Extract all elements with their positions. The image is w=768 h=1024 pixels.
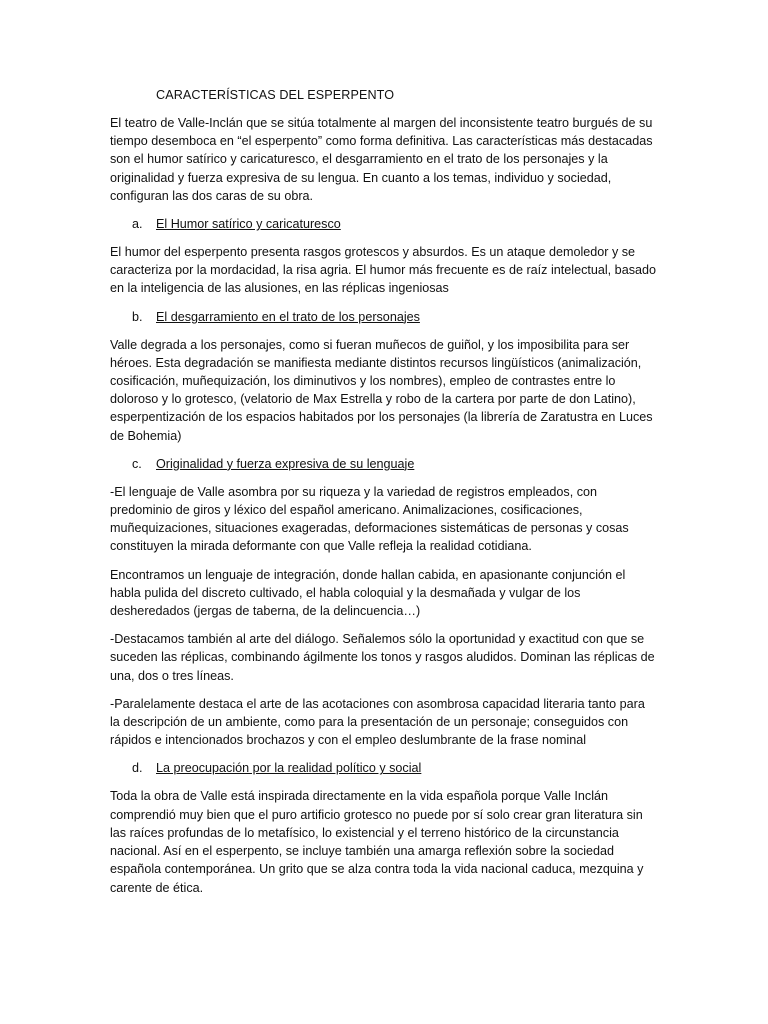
section-a-title: El Humor satírico y caricaturesco bbox=[156, 217, 341, 232]
section-c-paragraph-1: -El lenguaje de Valle asombra por su riqueza y la variedad de registros empleados, con predominio de giros y léxico del español americano. Animalizaciones, cosificaciones, muñequizaciones, situaciones exageradas, deformaciones sistemáticas de personas y cosas constituyen la mirada deformante con que Valle refleja la realidad cotidiana. bbox=[110, 484, 629, 554]
intro-paragraph: El teatro de Valle-Inclán que se sitúa totalmente al margen del inconsistente teatro burgués de su tiempo desemboca en “el esperpento” como forma definitiva. Las características más destacadas son el humor satírico y caricaturesco, el desgarramiento en el trato de los personajes y la originalidad y fuerza expresiva de su lengua. En cuanto a los temas, individuo y sociedad, configuran las dos caras de su obra. bbox=[110, 116, 653, 203]
section-b-title: El desgarramiento en el trato de los personajes bbox=[156, 309, 420, 324]
section-a-heading bbox=[110, 215, 658, 233]
section-c-paragraph-3: -Destacamos también al arte del diálogo. Señalemos sólo la oportunidad y exactitud con que se suceden las réplicas, combinando ágilmente los tonos y rasgos aludidos. Dominan las réplicas de una, dos o tres líneas. bbox=[110, 632, 655, 683]
document-title: CARACTERÍSTICAS DEL ESPERPENTO bbox=[156, 88, 395, 102]
document-page bbox=[110, 86, 658, 907]
section-c-paragraph-4: -Paralelamente destaca el arte de las acotaciones con asombrosa capacidad literaria tanto para la descripción de un ambiente, como para la presentación de un personaje; conseguidos con rápidos e intencionados brochazos y con el empleo deslumbrante de la frase nominal bbox=[110, 696, 645, 748]
section-a-paragraph-1: El humor del esperpento presenta rasgos grotescos y absurdos. Es un ataque demoledor y se caracteriza por la mordacidad, la risa agria. El humor más frecuente es de raíz intelectual, basado en la inteligencia de las alusiones, en las réplicas ingeniosas bbox=[110, 245, 657, 296]
section-c-heading bbox=[110, 455, 658, 473]
section-a-marker: a. bbox=[132, 217, 143, 232]
section-b-heading bbox=[110, 308, 658, 326]
section-c-title: Originalidad y fuerza expresiva de su lenguaje bbox=[156, 456, 415, 471]
section-c-paragraph-2: Encontramos un lenguaje de integración, donde hallan cabida, en apasionante conjunción el habla pulida del discreto cultivado, el habla coloquial y la desmañada y vulgar de los desheredados (jergas de taberna, de la delincuencia…) bbox=[110, 567, 626, 619]
section-d-heading bbox=[110, 759, 658, 777]
section-d-title: La preocupación por la realidad político y social bbox=[156, 761, 422, 776]
section-d-paragraph-1: Toda la obra de Valle está inspirada directamente en la vida española porque Valle Inclán comprendió muy bien que el puro artificio grotesco no puede por sí solo crear gran literatura sin las raíces profundas de lo metafísico, lo existencial y el terreno histórico de la circunstancia nacional. Así en el esperpento, se incluye también una amarga reflexión sobre la sociedad española contemporánea. Un grito que se alza contra toda la vida nacional caduca, mezquina y carente de ética. bbox=[110, 789, 644, 895]
section-d-marker: d. bbox=[132, 761, 143, 776]
section-c-marker: c. bbox=[132, 456, 142, 471]
section-b-marker: b. bbox=[132, 309, 143, 324]
section-b-paragraph-1: Valle degrada a los personajes, como si fueran muñecos de guiñol, y los imposibilita para ser héroes. Esta degradación se manifiesta mediante distintos recursos lingüísticos (animalización, cosificación, muñequización, los diminutivos y los nombres), empleo de contrastes entre lo doloroso y lo grotesco, (velatorio de Max Estrella y robo de la cartera por parte de don Latino), esperpentización de los espacios habitados por los personajes (la librería de Zaratustra en Luces de Bohemia) bbox=[110, 337, 653, 443]
